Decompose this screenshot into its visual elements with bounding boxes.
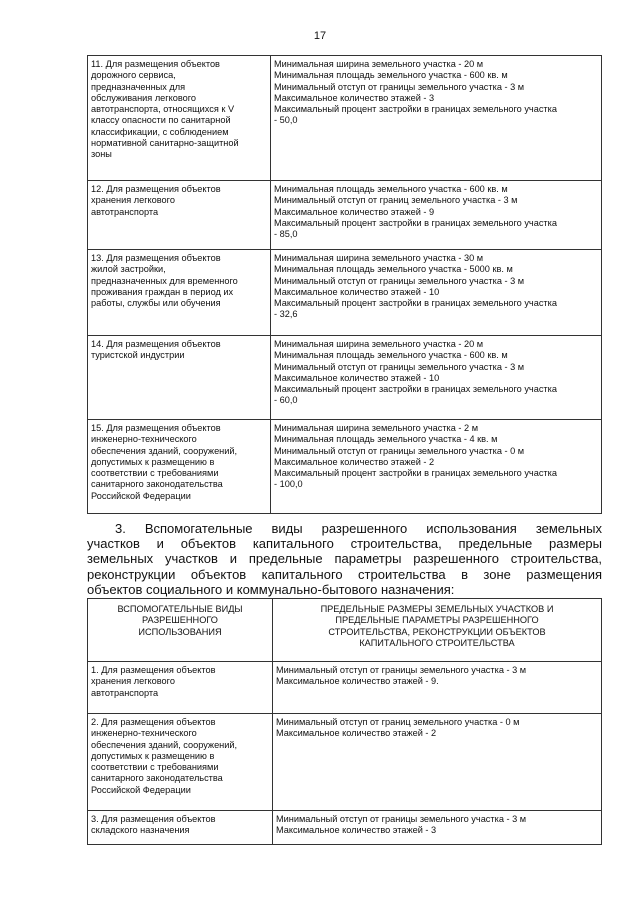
use-line: соответствии с требованиями bbox=[91, 468, 219, 479]
use-line: классу опасности по санитарной bbox=[91, 115, 231, 126]
table-row bbox=[88, 811, 602, 845]
param-line: Минимальный отступ от границ земельного участка - 3 м bbox=[274, 195, 518, 206]
param-line: Максимальное количество этажей - 3 bbox=[276, 825, 437, 836]
param-line: Минимальная площадь земельного участка - 600 кв. м bbox=[274, 70, 508, 81]
param-line: - 50,0 bbox=[274, 115, 298, 126]
table-row bbox=[88, 250, 602, 336]
use-line: туристской индустрии bbox=[91, 350, 185, 361]
table-row bbox=[88, 181, 602, 250]
param-line: - 32,6 bbox=[274, 309, 298, 320]
use-line: автотранспорта, относящихся к V bbox=[91, 104, 235, 115]
params-cell bbox=[273, 662, 602, 714]
heading-line: 3. Вспомогательные виды разрешенного использования земельных bbox=[115, 521, 602, 536]
param-line: Минимальный отступ от границ земельного участка - 0 м bbox=[276, 717, 520, 727]
use-line: 2. Для размещения объектов bbox=[91, 717, 216, 727]
param-line: Минимальная ширина земельного участка - 30 м bbox=[274, 253, 484, 263]
param-line: Минимальный отступ от границы земельного участка - 3 м bbox=[276, 814, 527, 824]
use-line: инженерно-технического bbox=[91, 728, 197, 739]
use-line: жилой застройки, bbox=[91, 264, 166, 275]
heading-line: участков и объектов капитального строительства, предельные размеры bbox=[87, 536, 602, 552]
param-line: Максимальное количество этажей - 2 bbox=[276, 728, 437, 739]
use-line: нормативной санитарно-защитной bbox=[91, 138, 239, 149]
use-cell bbox=[88, 662, 273, 714]
param-line: Максимальное количество этажей - 2 bbox=[274, 456, 435, 467]
use-line: дорожного сервиса, bbox=[91, 70, 176, 81]
use-line: допустимых к размещению в bbox=[91, 750, 215, 761]
table-row bbox=[88, 662, 602, 714]
header-line: СТРОИТЕЛЬСТВА, РЕКОНСТРУКЦИИ ОБЪЕКТОВ bbox=[328, 626, 546, 637]
use-line: обслуживания легкового bbox=[91, 92, 197, 103]
use-line: автотранспорта bbox=[91, 206, 159, 217]
params-cell bbox=[271, 420, 602, 514]
header-line: ПРЕДЕЛЬНЫЕ ПАРАМЕТРЫ РАЗРЕШЕННОГО bbox=[335, 615, 539, 626]
use-line: 12. Для размещения объектов bbox=[91, 184, 221, 194]
column-header-uses bbox=[88, 599, 273, 662]
column-header-params bbox=[273, 599, 602, 662]
param-line: Максимальный процент застройки в границах земельного участка bbox=[274, 104, 557, 115]
params-cell bbox=[271, 336, 602, 420]
use-cell bbox=[88, 336, 271, 420]
use-line: зоны bbox=[91, 149, 112, 160]
params-cell bbox=[271, 250, 602, 336]
param-line: Минимальная площадь земельного участка - 4 кв. м bbox=[274, 434, 498, 445]
header-line: КАПИТАЛЬНОГО СТРОИТЕЛЬСТВА bbox=[359, 637, 515, 648]
header-line: ИСПОЛЬЗОВАНИЯ bbox=[138, 626, 222, 637]
param-line: Максимальный процент застройки в границах земельного участка bbox=[274, 468, 557, 479]
use-line: предназначенных для bbox=[91, 81, 186, 92]
param-line: Минимальная площадь земельного участка - 600 кв. м bbox=[274, 184, 508, 194]
main-uses-table bbox=[87, 55, 602, 514]
use-line: обеспечения зданий, сооружений, bbox=[91, 739, 238, 750]
params-cell bbox=[271, 56, 602, 181]
header-line: РАЗРЕШЕННОГО bbox=[142, 615, 218, 626]
use-line: хранения легкового bbox=[91, 676, 175, 687]
use-line: 13. Для размещения объектов bbox=[91, 253, 221, 263]
param-line: - 60,0 bbox=[274, 395, 298, 406]
param-line: Минимальная ширина земельного участка - 2 м bbox=[274, 423, 479, 433]
param-line: Минимальная площадь земельного участка - 600 кв. м bbox=[274, 350, 508, 361]
use-line: инженерно-технического bbox=[91, 434, 197, 445]
params-cell bbox=[273, 714, 602, 811]
use-line: допустимых к размещению в bbox=[91, 456, 215, 467]
use-line: проживания граждан в период их bbox=[91, 286, 234, 297]
param-line: Максимальное количество этажей - 9. bbox=[276, 676, 439, 687]
use-line: 11. Для размещения объектов bbox=[91, 59, 220, 69]
header-line: ПРЕДЕЛЬНЫЕ РАЗМЕРЫ ЗЕМЕЛЬНЫХ УЧАСТКОВ И bbox=[320, 604, 554, 614]
use-cell bbox=[88, 250, 271, 336]
use-line: 3. Для размещения объектов bbox=[91, 814, 216, 824]
param-line: Минимальный отступ от границы земельного участка - 3 м bbox=[274, 361, 525, 372]
use-cell bbox=[88, 714, 273, 811]
heading-line: реконструкции объектов капитального строительства в зоне размещения bbox=[87, 566, 602, 582]
use-line: Российской Федерации bbox=[91, 784, 191, 795]
use-cell bbox=[88, 181, 271, 250]
page-number: 17 bbox=[313, 30, 327, 42]
use-line: предназначенных для временного bbox=[91, 275, 238, 286]
use-cell bbox=[88, 811, 273, 845]
use-line: санитарного законодательства bbox=[91, 479, 223, 490]
use-line: классификации, с соблюдением bbox=[91, 126, 229, 137]
param-line: - 100,0 bbox=[274, 479, 303, 490]
param-line: Максимальное количество этажей - 10 bbox=[274, 372, 440, 383]
param-line: Максимальный процент застройки в границах земельного участка bbox=[274, 217, 557, 228]
param-line: Минимальный отступ от границы земельного участка - 0 м bbox=[274, 445, 525, 456]
use-cell bbox=[88, 56, 271, 181]
heading-line: объектов социального и коммунально-бытового назначения: bbox=[87, 581, 455, 597]
params-cell bbox=[271, 181, 602, 250]
use-line: 15. Для размещения объектов bbox=[91, 423, 221, 433]
param-line: Минимальная ширина земельного участка - 20 м bbox=[274, 339, 484, 349]
param-line: Максимальное количество этажей - 3 bbox=[274, 92, 435, 103]
header-line: ВСПОМОГАТЕЛЬНЫЕ ВИДЫ bbox=[117, 604, 243, 614]
param-line: Максимальный процент застройки в границах земельного участка bbox=[274, 298, 557, 309]
auxiliary-uses-table bbox=[87, 598, 602, 845]
table-row bbox=[88, 420, 602, 514]
use-line: Российской Федерации bbox=[91, 490, 191, 501]
section-3-heading bbox=[87, 521, 602, 597]
heading-line: земельных участков и предельные параметры разрешенного строительства, bbox=[87, 551, 602, 567]
table-row bbox=[88, 714, 602, 811]
param-line: Максимальный процент застройки в границах земельного участка bbox=[274, 384, 557, 395]
param-line: Максимальное количество этажей - 10 bbox=[274, 286, 440, 297]
param-line: Минимальный отступ от границы земельного участка - 3 м bbox=[276, 665, 527, 675]
params-cell bbox=[273, 811, 602, 845]
use-line: соответствии с требованиями bbox=[91, 762, 219, 773]
table-row bbox=[88, 56, 602, 181]
use-line: обеспечения зданий, сооружений, bbox=[91, 445, 238, 456]
use-line: 14. Для размещения объектов bbox=[91, 339, 221, 349]
param-line: Максимальное количество этажей - 9 bbox=[274, 206, 435, 217]
table-header-row bbox=[88, 599, 602, 662]
param-line: - 85,0 bbox=[274, 229, 298, 240]
use-cell bbox=[88, 420, 271, 514]
use-line: 1. Для размещения объектов bbox=[91, 665, 216, 675]
param-line: Минимальный отступ от границы земельного участка - 3 м bbox=[274, 81, 525, 92]
use-line: работы, службы или обучения bbox=[91, 298, 221, 309]
param-line: Минимальный отступ от границы земельного участка - 3 м bbox=[274, 275, 525, 286]
use-line: складского назначения bbox=[91, 825, 190, 836]
param-line: Минимальная ширина земельного участка - 20 м bbox=[274, 59, 484, 69]
use-line: санитарного законодательства bbox=[91, 773, 223, 784]
use-line: автотранспорта bbox=[91, 687, 159, 698]
table-row bbox=[88, 336, 602, 420]
param-line: Минимальная площадь земельного участка - 5000 кв. м bbox=[274, 264, 513, 275]
use-line: хранения легкового bbox=[91, 195, 175, 206]
